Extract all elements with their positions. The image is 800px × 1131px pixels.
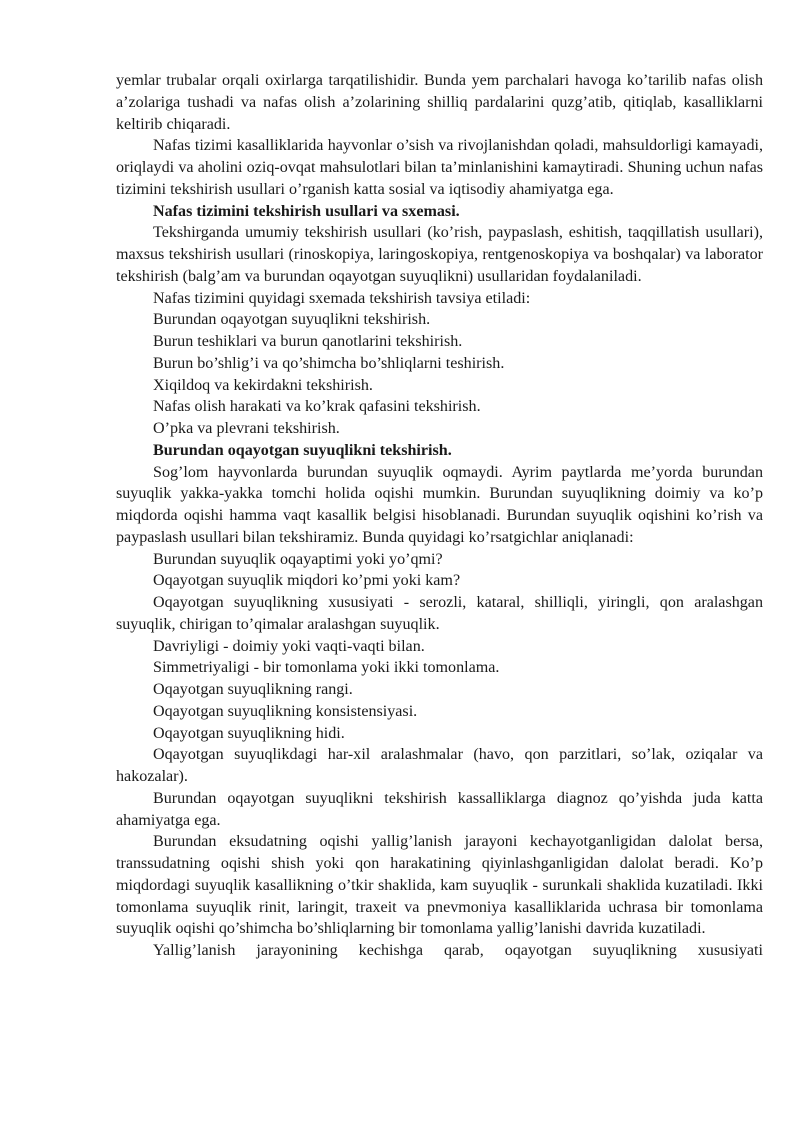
scheme-item: O’pka va plevrani tekshirish. <box>153 420 340 437</box>
paragraph: Burundan eksudatning oqishi yallig’lanish jarayoni kechayotganligidan dalolat bersa, transsudatning oqishi shish yoki qon harakatining qiyinlashganligidan dalolat beradi. Ko’p miqdordagi suyuqlik kasallikning o’tkir shaklida, kam suyuqlik - surunkali shaklida kuzatiladi. Ikki tomonlama suyuqlik rinit, laringit, traxeit va pnevmoniya kasalliklarida uchrasa bir tomonlama suyuqlik oqishi qo’shimcha bo’shliqlarning bir tomonlama yallig’lanishi davrida kuzatiladi. <box>116 833 763 938</box>
scheme-item: Burun bo’shlig’i va qo’shimcha bo’shliqlarni teshirish. <box>153 354 505 372</box>
scheme-item: Nafas olish harakati va ko’krak qafasini tekshirish. <box>153 398 481 416</box>
scheme-item: Burun teshiklari va burun qanotlarini tekshirish. <box>153 333 463 350</box>
scheme-item: Xiqildoq va kekirdakni tekshirish. <box>153 376 373 394</box>
scheme-item: Burundan oqayotgan suyuqlikni tekshirish. <box>153 311 431 329</box>
indicator-item: Burundan suyuqlik oqayaptimi yoki yo’qmi? <box>153 550 443 568</box>
paragraph: Burundan oqayotgan suyuqlikni tekshirish kassalliklarga diagnoz qo’yishda juda katta ahamiyatga ega. <box>116 789 763 829</box>
indicator-item: Oqayotgan suyuqlikning hidi. <box>153 724 345 742</box>
indicator-item: Oqayotgan suyuqlikning xususiyati - serozli, kataral, shilliqli, yiringli, qon aralashgan suyuqlik, chirigan to’qimalar aralashgan suyuqlik. <box>116 594 763 633</box>
paragraph-last: Yallig’lanish jarayonining kechishga qarab, oqayotgan suyuqlikning xususiyati <box>153 942 763 959</box>
paragraph: Tekshirganda umumiy tekshirish usullari (ko’rish, paypaslash, eshitish, taqqillatish usullari), maxsus tekshirish usullari (rinoskopiya, laringoskopiya, rentgenoskopiya va boshqalar) va laborator tekshirish (balg’am va burundan oqayotgan suyuqlikni) usullaridan foydalaniladi. <box>116 224 763 285</box>
indicator-item: Simmetriyaligi - bir tomonlama yoki ikki tomonlama. <box>153 659 500 677</box>
paragraph: Sog’lom hayvonlarda burundan suyuqlik oqmaydi. Ayrim paytlarda me’yorda burundan suyuqlik yakka-yakka tomchi holida oqishi mumkin. Burundan suyuqlikning doimiy va ko’p miqdorda oqishi hamma vaqt kasallik belgisi hisoblanadi. Burundan suyuqlik oqishini ko’rish va paypaslash usullari bilan tekshiramiz. Bunda quyidagi ko’rsatgichlar aniqlanadi: <box>116 463 763 546</box>
indicator-item: Oqayotgan suyuqlikdagi har-xil aralashmalar (havo, qon parzitlari, so’lak, oziqalar va hakozalar). <box>116 746 763 785</box>
paragraph-continuation: yemlar trubalar orqali oxirlarga tarqatilishidir. Bunda yem parchalari havoga ko’tarilib nafas olish a’zolariga tushadi va nafas olish a’zolarining shilliq pardalarini quzg’atib, qitiqlab, kasalliklarni keltirib chiqaradi. <box>116 72 763 133</box>
indicator-item: Oqayotgan suyuqlikning rangi. <box>153 681 353 698</box>
indicator-item: Davriyligi - doimiy yoki vaqti-vaqti bilan. <box>153 637 425 655</box>
indicator-item: Oqayotgan suyuqlikning konsistensiyasi. <box>153 702 418 720</box>
paragraph: Nafas tizimi kasalliklarida hayvonlar o’sish va rivojlanishdan qoladi, mahsuldorligi kamayadi, oriqlaydi va aholini oziq-ovqat mahsulotlari bilan ta’minlanishini kamaytiradi. Shuning uchun nafas tizimini tekshirish usullari o’rganish katta sosial va iqtisodiy ahamiyatga ega. <box>116 137 763 198</box>
scheme-intro: Nafas tizimini quyidagi sxemada tekshirish tavsiya etiladi: <box>153 289 531 307</box>
indicator-item: Oqayotgan suyuqlik miqdori ko’pmi yoki kam? <box>153 572 461 590</box>
section-heading: Burundan oqayotgan suyuqlikni tekshirish. <box>153 441 452 459</box>
document-page <box>116 70 763 962</box>
section-heading: Nafas tizimini tekshirish usullari va sxemasi. <box>153 202 460 220</box>
